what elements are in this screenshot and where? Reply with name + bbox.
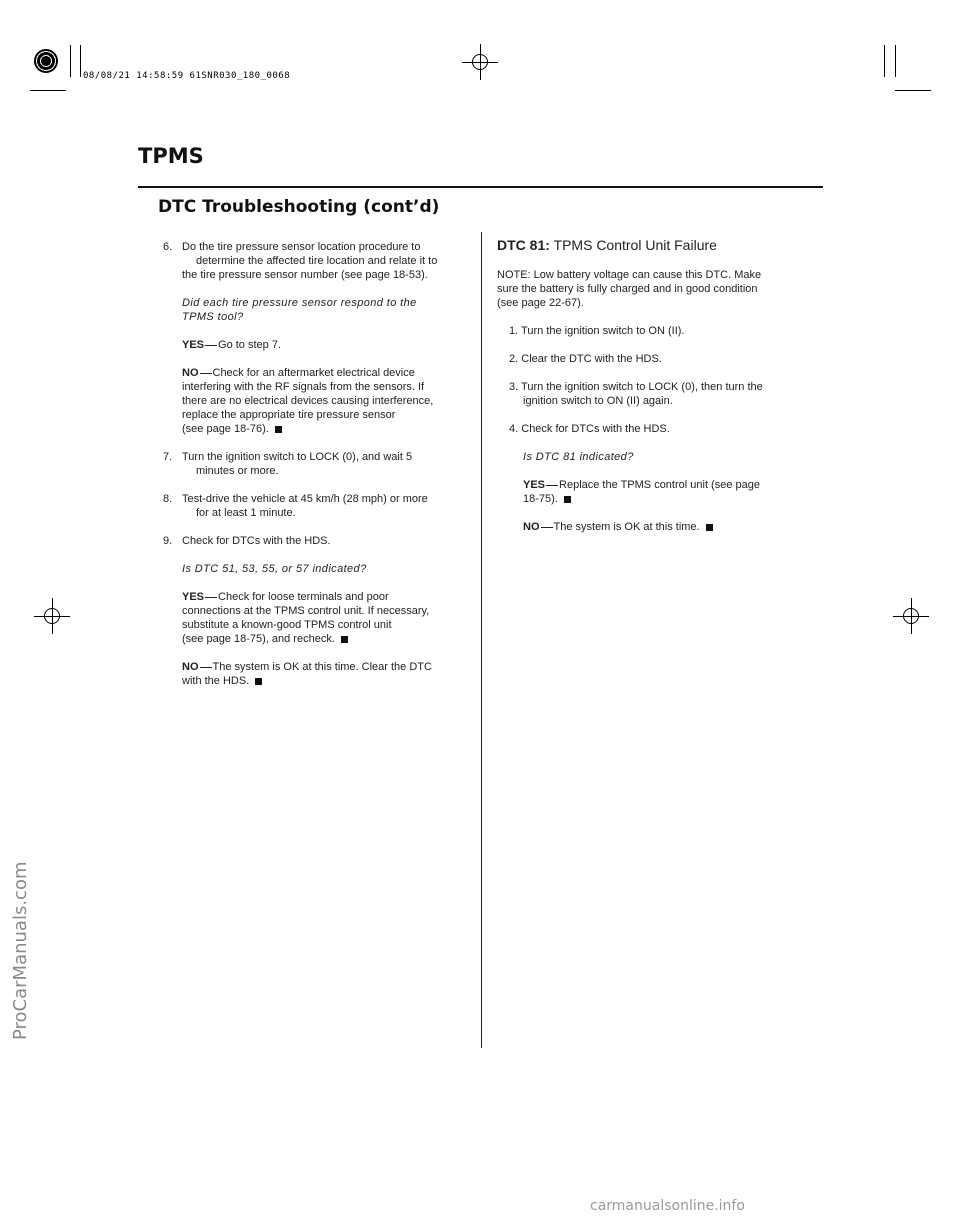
step-7	[163, 450, 463, 478]
footer-watermark: carmanualsonline.info	[590, 1198, 745, 1214]
note-text: NOTE: Low battery voltage can cause this DTC. Make	[497, 269, 762, 281]
right-column	[497, 236, 807, 534]
answer-text: The system is OK at this time. Clear the DTC	[212, 661, 432, 673]
yes-branch	[497, 478, 807, 506]
dash	[200, 667, 212, 668]
answer-text: 18-75).	[523, 493, 558, 505]
answer-text: Replace the TPMS control unit (see page	[559, 479, 760, 491]
yes-branch	[163, 338, 463, 352]
no-label: NO	[182, 661, 199, 673]
note-text: sure the battery is fully charged and in good condition	[497, 283, 758, 295]
step-text: minutes or more.	[196, 465, 279, 477]
end-square-icon	[706, 524, 713, 531]
header-rule	[138, 186, 823, 188]
step-number: 6.	[163, 241, 173, 253]
answer-text: connections at the TPMS control unit. If necessary,	[182, 605, 430, 617]
step-9	[163, 534, 463, 548]
dash	[541, 527, 553, 528]
answer-text: (see page 18-75), and recheck.	[182, 633, 335, 645]
step-8	[163, 492, 463, 520]
step-text: the tire pressure sensor number (see page 18-53).	[182, 269, 428, 281]
crop-mark	[70, 45, 71, 77]
column-divider	[481, 232, 482, 1048]
step-text: ignition switch to ON (II) again.	[523, 395, 673, 407]
step-number: 9.	[163, 535, 173, 547]
end-square-icon	[255, 678, 262, 685]
step-text: Turn the ignition switch to LOCK (0), and wait 5	[182, 451, 413, 463]
answer-text: Go to step 7.	[218, 339, 281, 351]
left-column	[163, 240, 463, 688]
step-3	[497, 380, 807, 408]
step-number: 1.	[509, 325, 519, 337]
no-branch	[163, 366, 463, 436]
yes-label: YES	[182, 339, 205, 351]
answer-text: there are no electrical devices causing interference,	[182, 395, 434, 407]
note	[497, 268, 807, 310]
question-text: Did each tire pressure sensor respond to the	[182, 297, 417, 309]
answer-text: Check for an aftermarket electrical device	[212, 367, 415, 379]
step-text: Clear the DTC with the HDS.	[521, 353, 662, 365]
yes-label: YES	[523, 479, 546, 491]
step-number: 2.	[509, 353, 519, 365]
step-text: Test-drive the vehicle at 45 km/h (28 mph) or more	[182, 493, 428, 505]
dtc-code: DTC 81:	[497, 237, 550, 253]
crop-mark	[80, 45, 81, 77]
dtc-title: TPMS Control Unit Failure	[553, 237, 717, 253]
registration-target	[34, 49, 58, 73]
section-title: TPMS	[138, 144, 204, 168]
crop-mark	[895, 45, 896, 77]
step-text: Do the tire pressure sensor location procedure to	[182, 241, 421, 253]
dash	[200, 373, 212, 374]
step-4	[497, 422, 807, 436]
question-text: TPMS tool?	[182, 311, 244, 323]
no-label: NO	[182, 367, 199, 379]
question-text: Is DTC 51, 53, 55, or 57 indicated?	[182, 563, 367, 575]
step-text: Turn the ignition switch to ON (II).	[521, 325, 685, 337]
yes-label: YES	[182, 591, 205, 603]
step-text: for at least 1 minute.	[196, 507, 296, 519]
step-number: 3.	[509, 381, 519, 393]
step-text: determine the affected tire location and relate it to	[196, 255, 438, 267]
end-square-icon	[275, 426, 282, 433]
step-2	[497, 352, 807, 366]
side-watermark: ProCarManuals.com	[10, 861, 31, 1040]
question-text: Is DTC 81 indicated?	[523, 451, 634, 463]
answer-text: (see page 18-76).	[182, 423, 269, 435]
step-6	[163, 240, 463, 282]
yes-branch	[163, 590, 463, 646]
step-text: Check for DTCs with the HDS.	[521, 423, 670, 435]
step-number: 7.	[163, 451, 173, 463]
no-label: NO	[523, 521, 540, 533]
subsection-title: DTC Troubleshooting (cont’d)	[158, 197, 440, 217]
dtc-heading	[497, 236, 807, 254]
registration-crosshair	[911, 598, 912, 634]
no-branch	[163, 660, 463, 688]
answer-text: Check for loose terminals and poor	[218, 591, 389, 603]
dash	[546, 485, 558, 486]
print-stamp: 08/08/21 14:58:59 61SNR030_180_0068	[83, 71, 291, 81]
end-square-icon	[341, 636, 348, 643]
answer-text: replace the appropriate tire pressure sensor	[182, 409, 396, 421]
answer-text: The system is OK at this time.	[553, 521, 700, 533]
step-text: Turn the ignition switch to LOCK (0), then turn the	[521, 381, 763, 393]
answer-text: interfering with the RF signals from the sensors. If	[182, 381, 425, 393]
no-branch	[497, 520, 807, 534]
note-text: (see page 22-67).	[497, 297, 584, 309]
crop-mark	[884, 45, 885, 77]
step-number: 4.	[509, 423, 519, 435]
dash	[205, 597, 217, 598]
step-1	[497, 324, 807, 338]
answer-text: with the HDS.	[182, 675, 250, 687]
registration-crosshair	[52, 598, 53, 634]
dash	[205, 345, 217, 346]
crop-mark	[30, 90, 66, 91]
registration-crosshair	[480, 44, 481, 80]
end-square-icon	[564, 496, 571, 503]
step-number: 8.	[163, 493, 173, 505]
crop-mark	[895, 90, 931, 91]
answer-text: substitute a known-good TPMS control unit	[182, 619, 392, 631]
step-text: Check for DTCs with the HDS.	[182, 535, 331, 547]
